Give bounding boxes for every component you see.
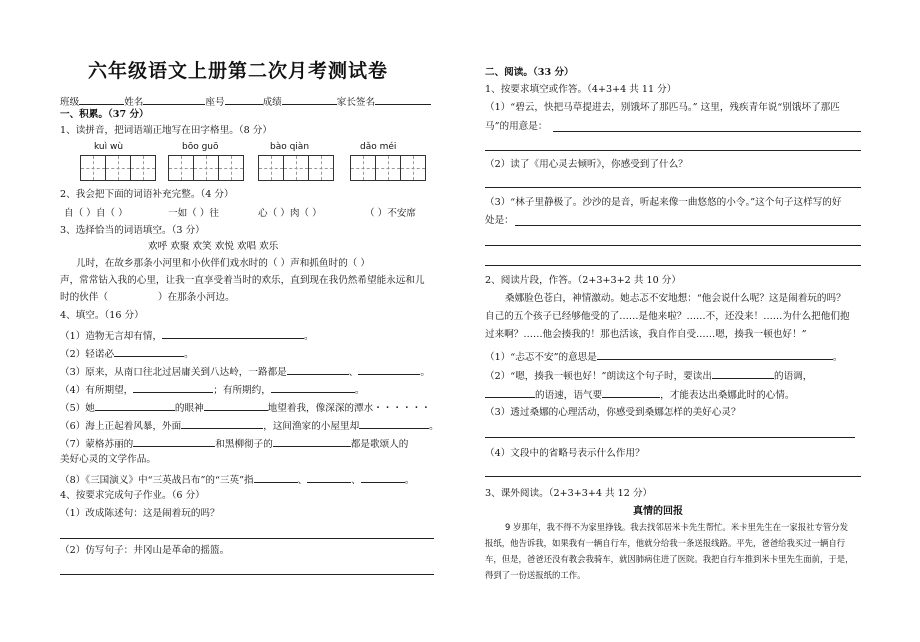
q4-7-blank-1[interactable]	[133, 437, 215, 447]
r2-1-text: （1）“忐忑不安”的意思是	[485, 352, 597, 363]
r1-2: （2）读了《用心灵去倾听》，你感受到了什么？	[485, 159, 688, 170]
r2-4: （4）文段中的省略号表示什么作用？	[485, 448, 645, 459]
name-label: 姓名	[124, 97, 144, 108]
q4-1	[60, 329, 314, 342]
class-field[interactable]	[79, 95, 124, 105]
name-field[interactable]	[143, 95, 205, 105]
q4-7-text: （7）蒙格苏丽的	[60, 439, 134, 450]
answer-line[interactable]	[485, 245, 861, 246]
info-row	[60, 95, 431, 108]
q4-6-end: 。	[429, 421, 439, 432]
q4-8-blank-3[interactable]	[361, 473, 405, 483]
q4-8-sep-2: 、	[351, 475, 361, 486]
answer-line[interactable]	[515, 225, 861, 226]
q4-1-blank[interactable]	[162, 329, 304, 339]
q3-wordbank: 欢呼 欢聚 欢笑 欢悦 欢唱 欢乐	[148, 241, 279, 252]
r3-prompt: 3、课外阅读。（2+3+3+4 共 12 分）	[485, 488, 653, 499]
q4-prompt: 4、填空。（16 分）	[60, 310, 144, 321]
q4-8-text: （8）《三国演义》中“三英战吕布”的“三英”指	[60, 475, 254, 486]
q2-prompt: 2、我会把下面的词语补充完整。（4 分）	[60, 189, 234, 200]
tianzige-cell[interactable]	[375, 155, 401, 181]
q3-prompt: 3、选择恰当的词语填空。（3 分）	[60, 225, 205, 236]
r2-1-end: 。	[832, 352, 843, 363]
tianzige-group-3	[258, 155, 333, 181]
q4-3-end: 。	[420, 367, 430, 378]
q4-8-end: 。	[404, 475, 415, 486]
r2-2-mid: 的语调，	[773, 371, 813, 382]
q4-5-blank-1[interactable]	[95, 401, 175, 411]
seat-field[interactable]	[225, 95, 263, 105]
tianzige-group-4	[350, 155, 425, 181]
r2-2-blank-2[interactable]	[485, 388, 535, 398]
r1-1a: （1）“碧云，快把马草提进去，别饿坏了那匹马。” 这里，残疾青年说“别饿坏了那匹	[485, 102, 840, 113]
r2-1-blank[interactable]	[597, 350, 833, 360]
answer-line[interactable]	[485, 437, 855, 438]
q4-2-text: （2）轻诺必	[60, 349, 115, 360]
r2-2-blank-1[interactable]	[712, 369, 774, 379]
r1-prompt: 1、按要求填空或作答。（4+3+4 共 11 分）	[485, 84, 677, 95]
q4-7-cont: 美好心灵的文学作品。	[60, 454, 156, 465]
tianzige-cell[interactable]	[193, 155, 219, 181]
score-field[interactable]	[282, 95, 337, 105]
q2-item-4: （ ）不安席	[365, 208, 417, 219]
q3-text-3b: ）在那条小河边。	[157, 292, 235, 303]
q4-2	[60, 347, 194, 360]
story-line-3: 车，但是，爸爸还没有教会我骑车，就因肺病住进了医院。我把自行车推到米卡里先生面前，于是，	[485, 554, 854, 564]
q4-7-blank-2[interactable]	[273, 437, 351, 447]
page-title: 六年级语文上册第二次月考测试卷	[88, 60, 389, 82]
q4-3-sep: 、	[348, 367, 359, 378]
pinyin-1: kuì wù	[94, 142, 124, 152]
q4-5-blank-2[interactable]	[204, 401, 268, 411]
answer-line[interactable]	[485, 187, 861, 188]
q4-8-sep-1: 、	[297, 475, 308, 486]
q2-item-2: 一如（ ）往	[168, 208, 220, 219]
score-label: 成绩	[262, 97, 282, 108]
class-label: 班级	[60, 97, 80, 108]
q4-7-end: 都是歌颂人的	[350, 439, 409, 450]
parent-label: 家长签名	[336, 97, 376, 108]
q4-2-blank[interactable]	[114, 347, 184, 357]
q5-1: （1）改成陈述句：这是闹着玩的吗？	[60, 508, 220, 519]
story-title: 真情的回报	[633, 506, 683, 517]
tianzige-cell[interactable]	[400, 155, 426, 181]
q4-4-end: 。	[354, 385, 365, 396]
r2-passage-3: 过来啊？……他会揍我的！那也活该，我自作自受……嗯，揍我一顿也好！”	[485, 329, 807, 340]
q2-item-3: 心（ ）肉（ ）	[258, 208, 322, 219]
tianzige-cell[interactable]	[258, 155, 284, 181]
tianzige-cell[interactable]	[308, 155, 334, 181]
r2-2	[485, 369, 812, 382]
q3-text-1: 儿时，在故乡那条小河里和小伙伴们戏水时的（ ）声和抓鱼时的（ ）	[76, 258, 370, 269]
parent-field[interactable]	[375, 95, 431, 105]
pinyin-3: bào qiàn	[270, 142, 310, 152]
q1-prompt: 1、读拼音，把词语端正地写在田字格里。（8 分）	[60, 125, 272, 136]
q4-8-blank-2[interactable]	[307, 473, 351, 483]
r2-passage-2: 自己的五个孩子已经够他受的了……是他来啦？……不，还没来！……为什么把他们抱	[485, 311, 850, 322]
q4-4-blank-2[interactable]	[271, 383, 355, 393]
q4-1-end: 。	[304, 331, 314, 342]
pinyin-2: bōo guō	[182, 142, 219, 152]
tianzige-cell[interactable]	[105, 155, 131, 181]
q5-prompt: 4、按要求完成句子作业。（6 分）	[60, 490, 205, 501]
answer-line[interactable]	[485, 476, 861, 477]
q4-1-text: （1）造物无言却有情，	[60, 331, 163, 342]
story-line-2: 报纸，他告诉我，如果我有一辆自行车，他就分给我一条送报线路。平先，爸爸给我买过一辆自行	[485, 538, 846, 548]
q4-6-blank-1[interactable]	[181, 419, 263, 429]
tianzige-cell[interactable]	[80, 155, 106, 181]
tianzige-cell[interactable]	[168, 155, 194, 181]
q4-4-blank-1[interactable]	[133, 383, 213, 393]
q4-3	[60, 365, 430, 378]
tianzige-cell[interactable]	[218, 155, 244, 181]
section1-heading: 一、积累。（37 分）	[60, 109, 149, 120]
r1-1b: 马”的用意是：	[485, 121, 548, 132]
q4-5	[60, 401, 431, 414]
section2-heading: 二、阅读。（33 分）	[485, 67, 574, 78]
r2-3: （3）透过桑娜的心理活动，你感受到桑娜怎样的美好心灵？	[485, 407, 741, 418]
tianzige-group-2	[168, 155, 243, 181]
tianzige-cell[interactable]	[283, 155, 309, 181]
r2-2-mid-2: 的语速，语气要	[535, 390, 603, 401]
r1-3a: （3）“林子里静极了。沙沙的是音，听起来像一曲悠悠的小令。”这个句子这样写的好	[485, 197, 842, 208]
r2-prompt: 2、阅读片段，作答。（2+3+3+2 共 10 分）	[485, 275, 681, 286]
q4-8-blank-1[interactable]	[254, 473, 298, 483]
q4-8	[60, 473, 414, 486]
r2-2-blank-3[interactable]	[602, 388, 660, 398]
tianzige-group-1	[80, 155, 155, 181]
q4-7	[60, 437, 408, 450]
q4-5-end: 地望着我，像深深的潭水・・・・・・	[267, 403, 431, 414]
q4-4	[60, 383, 364, 396]
q4-5-mid: 的眼神	[174, 403, 204, 414]
q4-6-blank-2[interactable]	[359, 419, 429, 429]
r2-2-end: ，才能表达出桑娜此时的心情。	[660, 390, 795, 401]
q5-2: （2）仿写句子：井冈山是革命的摇篮。	[60, 545, 230, 556]
answer-line[interactable]	[60, 574, 434, 575]
q4-2-end: 。	[184, 349, 194, 360]
story-line-4: 得到了一份送报纸的工作。	[485, 570, 586, 580]
r2-2-text: （2）“嗯，揍我一顿也好！”朗读这个句子时，要读出	[485, 371, 712, 382]
tianzige-cell[interactable]	[350, 155, 376, 181]
answer-line[interactable]	[485, 150, 861, 151]
r2-2-cont	[485, 388, 794, 401]
q3-text-2: 声，常常钻入我的心里，让我一直享受着当时的欢乐，直到现在我仍然希望能永远和儿	[60, 275, 425, 286]
q4-6	[60, 419, 439, 432]
answer-line[interactable]	[60, 538, 434, 539]
q4-3-blank-2[interactable]	[358, 365, 420, 375]
q4-4-text: （4）有所期望，	[60, 385, 134, 396]
r2-passage-1: 桑娜脸色苍白，神情激动。她忐忑不安地想：“他会说什么呢？这是闹着玩的吗？	[505, 293, 846, 304]
q4-7-mid: 和黑柳彻子的	[215, 439, 273, 450]
q4-6-text: （6）海上正起着风暴，外面	[60, 421, 182, 432]
q4-4-mid: ；有所期约，	[213, 385, 271, 396]
answer-line[interactable]	[485, 265, 861, 266]
r2-1	[485, 350, 842, 363]
q4-5-text: （5）她	[60, 403, 95, 414]
q3-text-3	[60, 293, 235, 303]
q3-text-3a: 时的伙伴（	[60, 292, 108, 303]
pinyin-4: dǎo méi	[360, 142, 397, 152]
answer-line[interactable]	[553, 131, 861, 132]
q2-item-1: 自（ ）自（ ）	[64, 208, 128, 219]
q4-6-mid: ，这间渔家的小屋里却	[263, 421, 360, 432]
r1-3b: 处是：	[485, 215, 514, 226]
q4-3-text: （3）原来，从南口往北过居庸关到八达岭，一路都是	[60, 367, 287, 378]
story-line-1: 9 岁那年，我不得不为家里挣钱。我去找邻居米卡先生帮忙。米卡里先生在一家报社专管分发	[505, 522, 848, 532]
tianzige-cell[interactable]	[130, 155, 156, 181]
q4-3-blank-1[interactable]	[287, 365, 349, 375]
seat-label: 座号	[205, 97, 225, 108]
